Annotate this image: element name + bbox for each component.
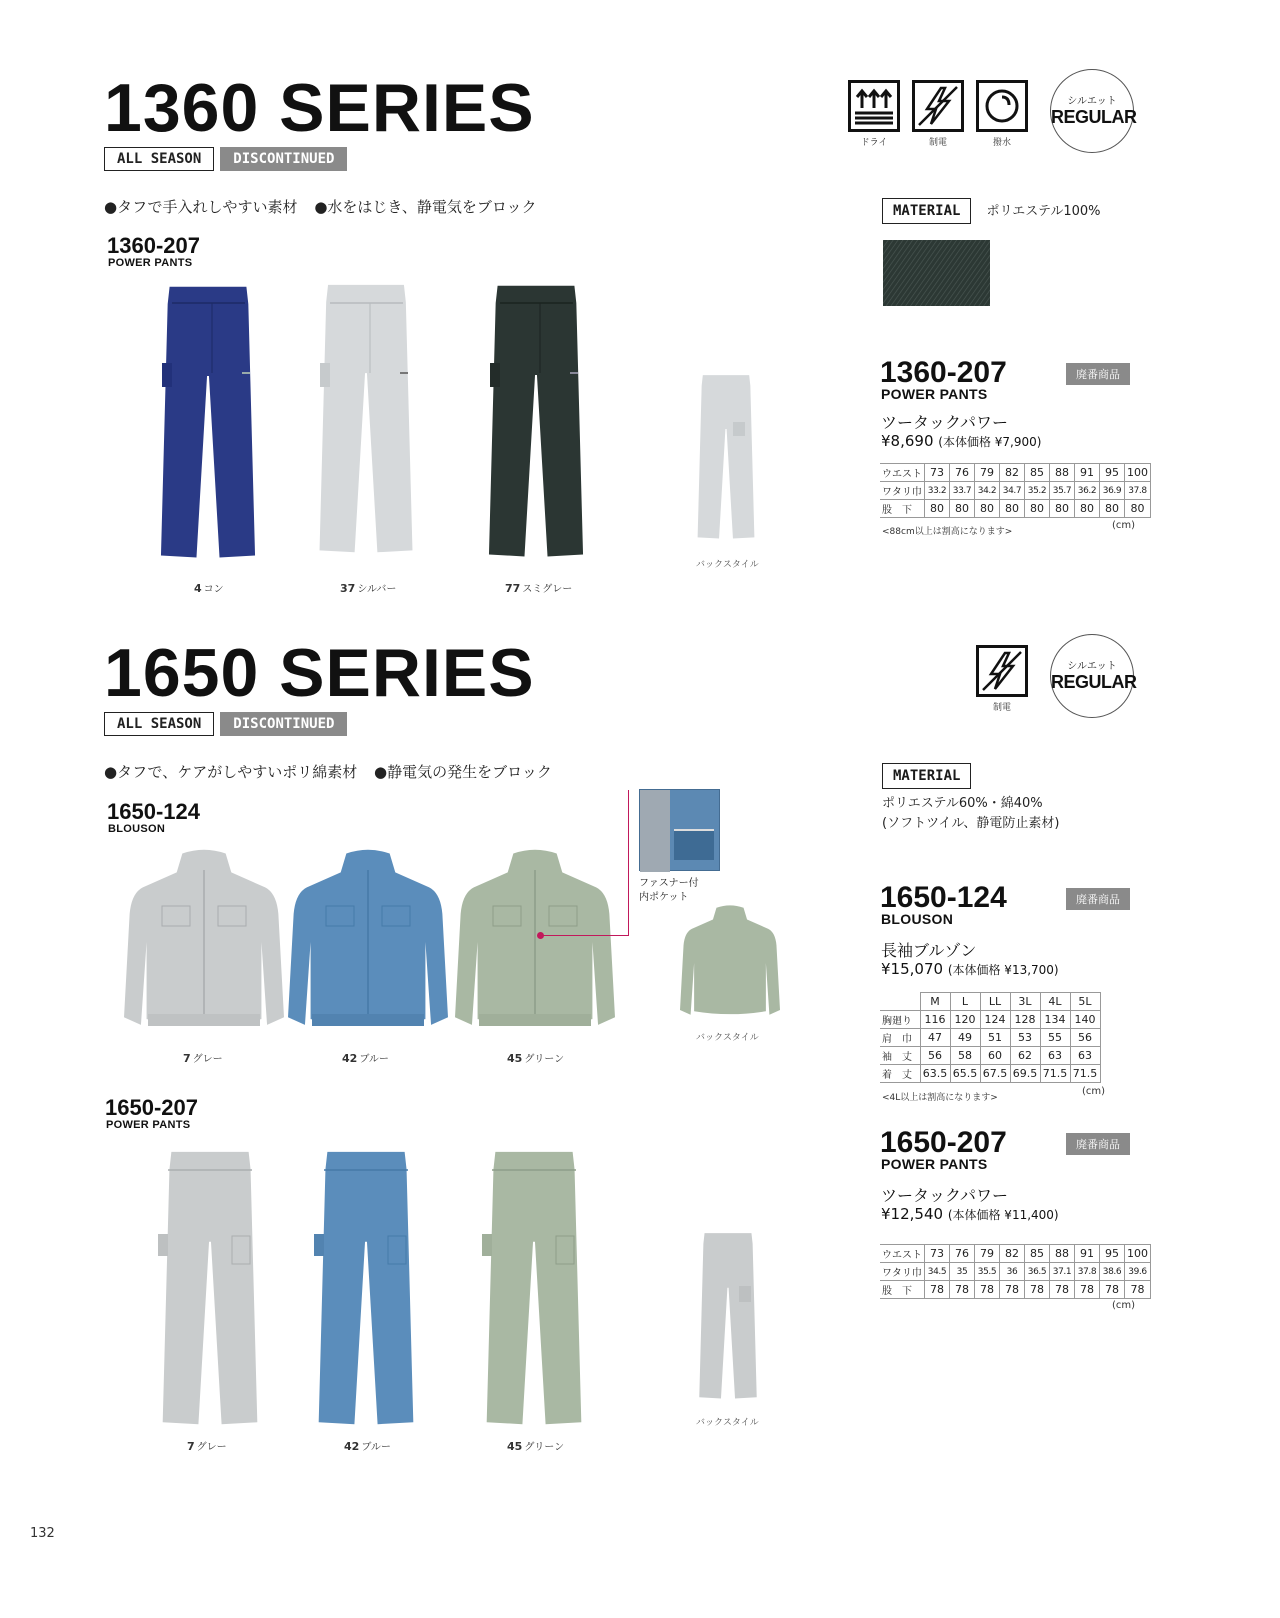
product-price: ¥8,690 (本体価格 ¥7,900) bbox=[881, 432, 1042, 450]
callout-line bbox=[540, 935, 629, 936]
product-name: 長袖ブルゾン bbox=[881, 941, 977, 960]
material-tag: MATERIAL bbox=[882, 198, 971, 224]
info-product-code: 1650-124 bbox=[880, 881, 1007, 914]
water-repellent-icon bbox=[976, 80, 1028, 132]
material-note: (ソフトツイル、静電防止素材) bbox=[882, 816, 1060, 831]
function-icon-antistatic bbox=[976, 645, 1028, 713]
info-product-type: POWER PANTS bbox=[881, 386, 988, 402]
color-label: 37 シルバー bbox=[340, 582, 397, 595]
function-icon-antistatic bbox=[912, 80, 964, 148]
size-table: ウエスト 73 76 79 82 85 88 91 95 100 ワタリ巾 34.5 35 35.5 36 36.5 37.1 37.8 38.6 39.6 股 下 78 78 78 78 78 78 78 78 78 bbox=[880, 1244, 1151, 1299]
product-name: ツータックパワー bbox=[881, 413, 1009, 432]
info-product-type: BLOUSON bbox=[881, 911, 954, 927]
pants-back-image bbox=[697, 374, 755, 546]
pants-image-color-42 bbox=[312, 1150, 420, 1434]
color-label: 45 グリーン bbox=[507, 1052, 565, 1065]
unit-label: (cm) bbox=[1082, 1086, 1106, 1097]
color-label: 7 グレー bbox=[187, 1440, 227, 1453]
blouson-image-color-45 bbox=[455, 846, 615, 1042]
unit-label: (cm) bbox=[1112, 520, 1136, 531]
product-code: 1360-207 bbox=[107, 233, 200, 258]
product-code: 1650-207 bbox=[105, 1095, 198, 1120]
fabric-swatch bbox=[883, 240, 990, 306]
size-table-1360-207 bbox=[880, 463, 1151, 518]
series-tags-1650 bbox=[104, 712, 347, 736]
callout-dot bbox=[537, 932, 544, 939]
icon-caption: 制電 bbox=[928, 138, 947, 148]
product-price: ¥12,540 (本体価格 ¥11,400) bbox=[881, 1205, 1059, 1223]
silhouette-badge bbox=[1050, 69, 1137, 153]
color-label: 77 スミグレー bbox=[505, 582, 573, 595]
season-tag: ALL SEASON bbox=[104, 712, 214, 736]
product-type: POWER PANTS bbox=[106, 1119, 191, 1131]
product-type: POWER PANTS bbox=[108, 257, 193, 269]
feature-item: ●静電気の発生をブロック bbox=[374, 763, 552, 781]
feature-item: ●タフで手入れしやすい素材 bbox=[104, 198, 298, 216]
season-tag: ALL SEASON bbox=[104, 147, 214, 171]
page-number: 132 bbox=[30, 1526, 55, 1541]
size-table: M L LL 3L 4L 5L 胸廻り 116 120 124 128 134 140 肩 巾 47 49 51 53 55 56 袖 丈 56 58 60 62 63 63 着 丈 63.5 65.5 67.5 69.5 71.5 71.5 bbox=[880, 992, 1101, 1083]
discontinued-badge: 廃番商品 bbox=[1066, 363, 1130, 385]
feature-list-1360 bbox=[104, 196, 537, 217]
product-price: ¥15,070 (本体価格 ¥13,700) bbox=[881, 960, 1059, 978]
callout-line bbox=[628, 790, 629, 935]
color-label: 42 ブルー bbox=[342, 1052, 389, 1065]
material-block-1360 bbox=[882, 198, 1101, 224]
discontinued-tag: DISCONTINUED bbox=[220, 147, 347, 171]
icon-caption: 撥水 bbox=[992, 138, 1011, 148]
blouson-back-image bbox=[680, 904, 780, 1026]
pants-image-color-7 bbox=[156, 1150, 264, 1434]
function-icon-water-repellent bbox=[976, 80, 1028, 148]
discontinued-badge: 廃番商品 bbox=[1066, 888, 1130, 910]
product-code: 1650-124 bbox=[107, 799, 200, 824]
icon-caption: 制電 bbox=[992, 703, 1011, 713]
feature-list-1650 bbox=[104, 761, 552, 782]
info-product-code: 1650-207 bbox=[880, 1126, 1007, 1159]
size-note: <88cm以上は割高になります> bbox=[882, 527, 1013, 537]
material-text: ポリエステル60%・綿40% bbox=[882, 796, 1043, 811]
silhouette-label: シルエット bbox=[1067, 661, 1117, 672]
series-tags-1360 bbox=[104, 147, 347, 171]
color-label: 42 ブルー bbox=[344, 1440, 391, 1453]
pants-back-image bbox=[695, 1232, 761, 1406]
product-name: ツータックパワー bbox=[881, 1186, 1009, 1205]
product-type: BLOUSON bbox=[108, 823, 166, 835]
color-label: 4 コン bbox=[194, 582, 224, 595]
blouson-image-color-7 bbox=[124, 846, 284, 1042]
series-title-1650: 1650 SERIES bbox=[104, 635, 535, 711]
feature-item: ●タフで、ケアがしやすいポリ綿素材 bbox=[104, 763, 358, 781]
function-icon-dry bbox=[848, 80, 900, 148]
series-title-1360: 1360 SERIES bbox=[104, 70, 535, 146]
icon-caption: ドライ bbox=[860, 138, 888, 148]
color-label: 45 グリーン bbox=[507, 1440, 565, 1453]
unit-label: (cm) bbox=[1112, 1300, 1136, 1311]
antistatic-icon bbox=[912, 80, 964, 132]
size-table: ウエスト 73 76 79 82 85 88 91 95 100 ワタリ巾 33.2 33.7 34.2 34.7 35.2 35.7 36.2 36.9 37.8 股 下 80 80 80 80 80 80 80 80 80 bbox=[880, 463, 1151, 518]
antistatic-icon bbox=[976, 645, 1028, 697]
size-note: <4L以上は割高になります> bbox=[882, 1093, 998, 1103]
callout-label: ファスナー付 内ポケット bbox=[639, 878, 699, 903]
info-product-code: 1360-207 bbox=[880, 356, 1007, 389]
pants-image-color-4 bbox=[160, 283, 256, 569]
pants-image-color-45 bbox=[480, 1150, 588, 1434]
feature-item: ●水をはじき、静電気をブロック bbox=[314, 198, 537, 216]
info-product-type: POWER PANTS bbox=[881, 1156, 988, 1172]
material-tag: MATERIAL bbox=[882, 763, 971, 789]
material-text: ポリエステル100% bbox=[986, 204, 1101, 219]
blouson-image-color-42 bbox=[288, 846, 448, 1042]
color-label: 7 グレー bbox=[183, 1052, 223, 1065]
material-block-1650 bbox=[882, 763, 971, 789]
discontinued-tag: DISCONTINUED bbox=[220, 712, 347, 736]
inner-pocket-detail-image bbox=[639, 789, 720, 871]
dry-icon bbox=[848, 80, 900, 132]
back-style-label: バックスタイル bbox=[696, 1418, 759, 1428]
pants-image-color-37 bbox=[318, 283, 414, 562]
back-style-label: バックスタイル bbox=[696, 1033, 759, 1043]
silhouette-badge bbox=[1050, 634, 1137, 718]
size-table-1650-124 bbox=[880, 992, 1101, 1083]
silhouette-value: REGULAR bbox=[1051, 107, 1137, 127]
discontinued-badge: 廃番商品 bbox=[1066, 1133, 1130, 1155]
pants-image-color-77 bbox=[488, 283, 584, 567]
back-style-label: バックスタイル bbox=[696, 560, 759, 570]
silhouette-value: REGULAR bbox=[1051, 672, 1137, 692]
size-table-1650-207 bbox=[880, 1244, 1151, 1299]
silhouette-label: シルエット bbox=[1067, 96, 1117, 107]
